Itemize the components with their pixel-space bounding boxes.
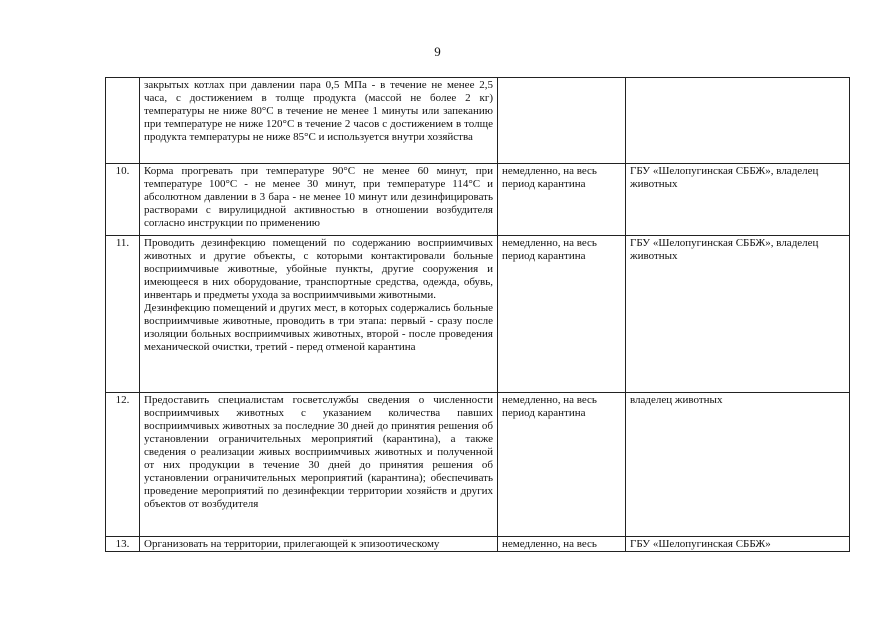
measure-paragraph: Дезинфекцию помещений и других мест, в которых содержались больные восприимчивые животные, проводить в три этапа: первый - сразу после изоляции больных восприимчивых животных, второй - после проведения механической очистки, третий - перед отменой карантина — [144, 302, 493, 353]
table-row — [106, 78, 850, 164]
measure-paragraph: Корма прогревать при температуре 90°С не менее 60 минут, при температуре 100°С - не менее 30 минут, при температуре 114°С и абсолютном давлении в 3 бара - не менее 10 минут или дезинфицировать растворами с вирулицидной активностью в отношении возбудителя согласно инструкции по применению — [144, 165, 493, 229]
measure-text — [140, 164, 498, 236]
table-row — [106, 236, 850, 393]
term-cell: немедленно, на весь период карантина — [498, 164, 626, 236]
row-number: 11. — [106, 236, 140, 393]
measure-text — [140, 537, 498, 552]
measures-table — [105, 77, 850, 552]
page-number: 9 — [434, 44, 441, 59]
term-cell: немедленно, на весь — [498, 537, 626, 552]
responsible-cell: ГБУ «Шелопугинская СББЖ», владелец животных — [626, 236, 850, 393]
measure-paragraph: закрытых котлах при давлении пара 0,5 МПа - в течение не менее 2,5 часа, с достижением в толще продукта (массой не более 2 кг) температуры не ниже 80°С в течение не менее 1 минуты или запеканию при температуре не ниже 120°С в течение 2 часов с достижением в толще продукта температуры не ниже 85°С и используется внутри хозяйства — [144, 79, 493, 143]
measure-text — [140, 236, 498, 393]
row-number: 12. — [106, 393, 140, 537]
term-cell: немедленно, на весь период карантина — [498, 393, 626, 537]
table-row — [106, 164, 850, 236]
responsible-cell: ГБУ «Шелопугинская СББЖ», владелец животных — [626, 164, 850, 236]
row-number — [106, 78, 140, 164]
row-number: 13. — [106, 537, 140, 552]
measure-paragraph: Предоставить специалистам госветслужбы сведения о численности восприимчивых животных с указанием количества павших восприимчивых животных за последние 30 дней до принятия решения об установлении ограничительных мероприятий (карантина), а также сведения о реализации живых восприимчивых животных и полученной от них продукции в течение 30 дней до принятия решения об установлении ограничительных мероприятий (карантина); обеспечивать проведение мероприятий по дезинфекции территории хозяйств и других объектов от возбудителя — [144, 394, 493, 510]
responsible-cell — [626, 78, 850, 164]
responsible-cell: владелец животных — [626, 393, 850, 537]
responsible-cell: ГБУ «Шелопугинская СББЖ» — [626, 537, 850, 552]
measure-text — [140, 393, 498, 537]
measure-paragraph: Проводить дезинфекцию помещений по содержанию восприимчивых животных и другие объекты, с которыми контактировали больные восприимчивые животные, убойные пункты, другие сооружения и имеющееся в них оборудование, транспортные средства, одежда, обувь, инвентарь и предметы ухода за восприимчивыми животными. — [144, 237, 493, 301]
term-cell: немедленно, на весь период карантина — [498, 236, 626, 393]
term-cell — [498, 78, 626, 164]
table-row — [106, 537, 850, 552]
measure-paragraph: Организовать на территории, прилегающей к эпизоотическому — [144, 538, 440, 550]
measure-text — [140, 78, 498, 164]
row-number: 10. — [106, 164, 140, 236]
table-row — [106, 393, 850, 537]
